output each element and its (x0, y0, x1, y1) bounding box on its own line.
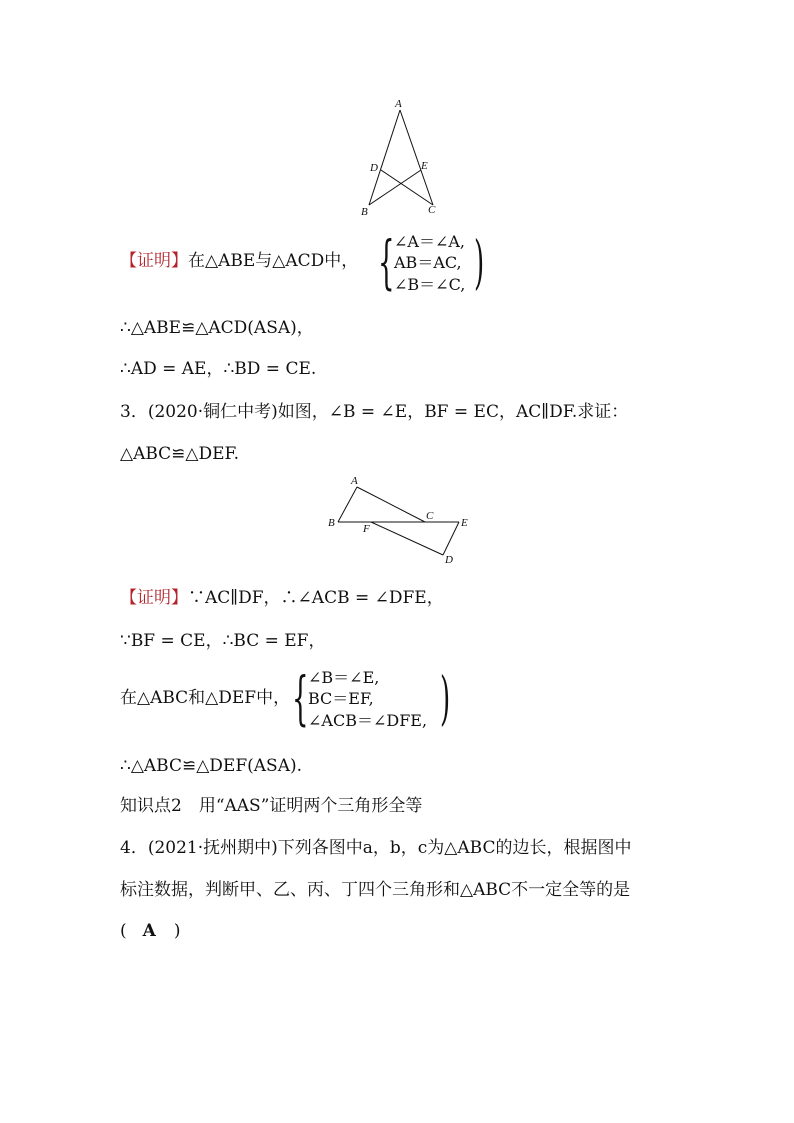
proof2-line2: ∵BF = CE，∴BC = EF， (120, 631, 326, 651)
label-c: C (426, 510, 434, 522)
answer-value: A (142, 921, 156, 941)
proof2-system-row: BC＝EF, (308, 689, 374, 708)
label-e: E (461, 517, 468, 529)
answer-paren-close: ) (173, 921, 181, 941)
proof1-system-row: ∠B＝∠C, (394, 275, 466, 294)
proof1-conclusion1: ∴△ABE≌△ACD(ASA)， (120, 318, 314, 338)
proof2-system-row: ∠B＝∠E, (308, 668, 380, 687)
segment-cd (381, 170, 433, 205)
segment-ed (443, 522, 459, 555)
proof2-intro: 在△ABC和△DEF中， (120, 688, 291, 708)
problem4-answer-line (120, 920, 180, 942)
answer-paren-open: ( (120, 921, 127, 941)
label-b: B (361, 206, 368, 218)
proof1-system (378, 228, 488, 300)
label-f: F (363, 523, 370, 535)
label-d: D (445, 554, 453, 566)
left-brace: { (378, 228, 395, 296)
right-brace: ) (474, 228, 485, 296)
label-d: D (370, 162, 378, 174)
proof2-system-row: ∠ACB＝∠DFE, (308, 711, 428, 730)
label-a: A (351, 475, 358, 487)
label-e: E (421, 160, 428, 172)
segment-ac (400, 110, 433, 205)
segment-be (369, 170, 421, 205)
proof2-conclusion: ∴△ABC≌△DEF(ASA). (120, 756, 303, 776)
proof-tag: 【证明】 (120, 251, 188, 271)
proof1-conclusion2: ∴AD = AE，∴BD = CE. (120, 359, 317, 379)
problem3-line1: 3．(2020·铜仁中考)如图，∠B = ∠E，BF = EC，AC∥DF.求证： (120, 402, 629, 422)
label-a: A (395, 98, 402, 110)
proof2-line1 (120, 587, 444, 609)
segment-fd (371, 522, 443, 555)
segment-ac (357, 487, 425, 522)
proof1-system-row: AB＝AC, (394, 253, 462, 272)
proof1-intro: 在△ABE与△ACD中， (188, 251, 359, 271)
problem4-line2: 标注数据，判断甲、乙、丙、丁四个三角形和△ABC不一定全等的是 (120, 880, 631, 900)
figure-two-triangles (325, 472, 475, 567)
figure-triangle-abc-1 (355, 95, 450, 220)
label-c: C (428, 204, 436, 216)
proof1-system-row: ∠A＝∠A, (394, 232, 466, 251)
proof1-intro-line (120, 250, 358, 272)
left-brace: { (292, 664, 309, 732)
proof-tag: 【证明】 (120, 588, 188, 608)
problem3-line2: △ABC≌△DEF. (120, 444, 240, 464)
segment-ab (338, 487, 357, 522)
segment-ab (369, 110, 400, 205)
proof2-system (292, 664, 462, 736)
problem4-line1: 4．(2021·抚州期中)下列各图中a，b，c为△ABC的边长，根据图中 (120, 838, 632, 858)
label-b: B (328, 517, 335, 529)
section-title: 知识点2 用“AAS”证明两个三角形全等 (120, 796, 423, 816)
right-brace: ) (440, 664, 451, 732)
proof2-reason1: ∵AC∥DF，∴∠ACB = ∠DFE， (188, 588, 444, 608)
